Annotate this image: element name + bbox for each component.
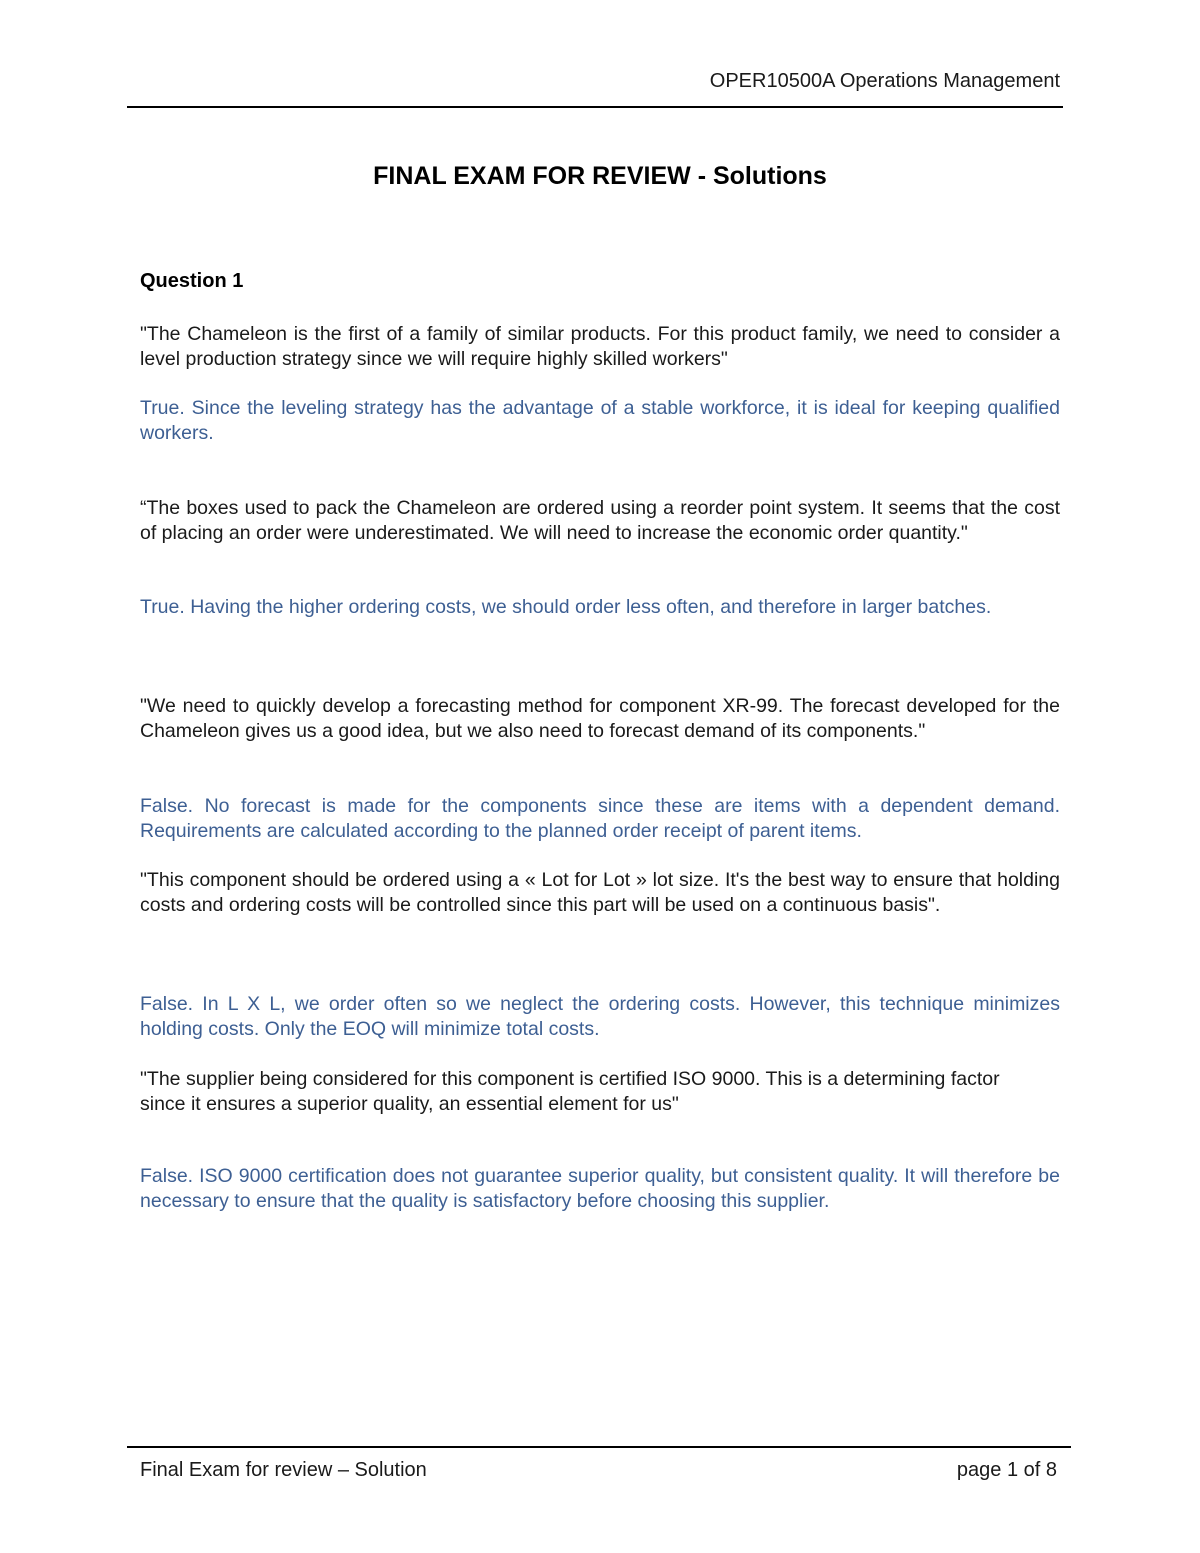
question-heading: Question 1 xyxy=(140,270,244,292)
statement-3: "We need to quickly develop a forecasting method for component XR-99. The forecast developed for the Chameleon gives us a good idea, but we also need to forecast demand of its components." xyxy=(140,695,1060,742)
statement-2: “The boxes used to pack the Chameleon are ordered using a reorder point system. It seems that the cost of placing an order were underestimated. We will need to increase the economic order quantity." xyxy=(140,497,1060,544)
footer-page-number: page 1 of 8 xyxy=(956,1459,1057,1481)
answer-5: False. ISO 9000 certification does not guarantee superior quality, but consistent quality. It will therefore be necessary to ensure that the quality is satisfactory before choosing this supplier. xyxy=(140,1165,1060,1212)
statement-5: "The supplier being considered for this component is certified ISO 9000. This is a determining factor since it ensures a superior quality, an essential element for us" xyxy=(140,1068,1000,1115)
answer-4: False. In L X L, we order often so we neglect the ordering costs. However, this technique minimizes holding costs. Only the EOQ will minimize total costs. xyxy=(140,993,1060,1040)
document-title: FINAL EXAM FOR REVIEW - Solutions xyxy=(373,162,827,190)
header-course-title: OPER10500A Operations Management xyxy=(709,70,1060,92)
header-divider xyxy=(127,106,1063,108)
answer-2: True. Having the higher ordering costs, we should order less often, and therefore in larger batches. xyxy=(140,596,992,618)
statement-4: "This component should be ordered using a « Lot for Lot » lot size. It's the best way to ensure that holding costs and ordering costs will be controlled since this part will be used on a continuous basis". xyxy=(140,869,1060,916)
statement-1: "The Chameleon is the first of a family of similar products. For this product family, we need to consider a level production strategy since we will require highly skilled workers" xyxy=(140,323,1060,370)
footer-document-name: Final Exam for review – Solution xyxy=(140,1459,427,1481)
answer-3: False. No forecast is made for the components since these are items with a dependent demand. Requirements are calculated according to the planned order receipt of parent items. xyxy=(140,795,1060,842)
answer-1: True. Since the leveling strategy has the advantage of a stable workforce, it is ideal for keeping qualified workers. xyxy=(140,397,1060,444)
footer-divider xyxy=(127,1446,1071,1448)
